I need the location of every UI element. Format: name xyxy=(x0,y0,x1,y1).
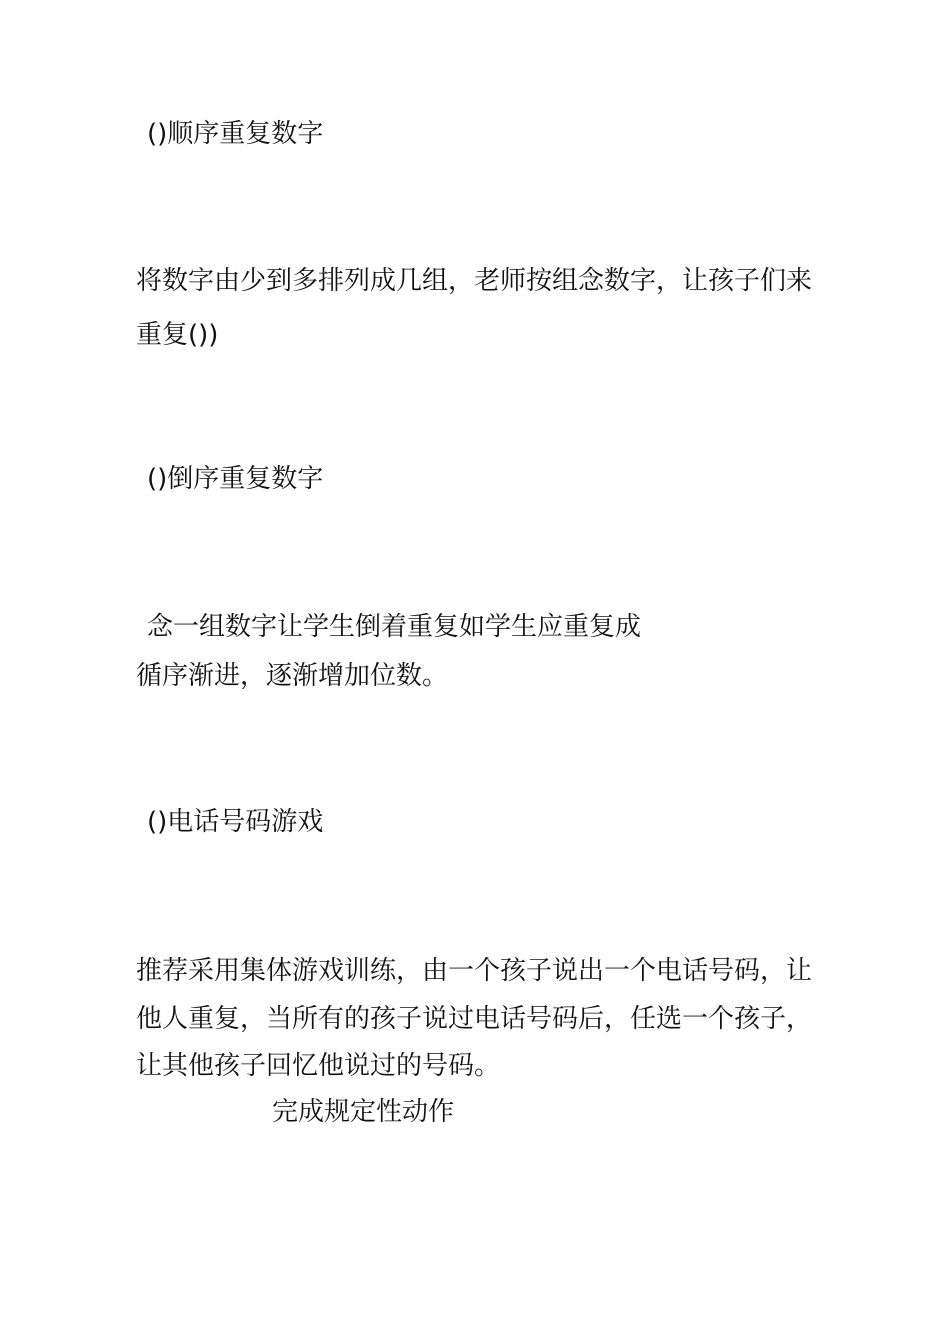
section-2-paragraph-line-2: 循序渐进，逐渐增加位数。 xyxy=(136,661,449,691)
section-3-paragraph-line-2: 他人重复，当所有的孩子说过电话号码后，任选一个孩子， xyxy=(136,1004,813,1034)
section-1-paragraph-line-1: 将数字由少到多排列成几组，老师按组念数字，让孩子们来 xyxy=(136,266,813,296)
section-1-paragraph-line-2: 重复()) xyxy=(136,320,219,350)
section-2-heading: ()倒序重复数字 xyxy=(147,464,324,494)
section-2-paragraph-line-1: 念一组数字让学生倒着重复如学生应重复成 xyxy=(147,612,642,642)
section-3-paragraph-line-1: 推荐采用集体游戏训练，由一个孩子说出一个电话号码，让 xyxy=(136,956,813,986)
section-3-paragraph-line-3: 让其他孩子回忆他说过的号码。 xyxy=(136,1051,501,1081)
section-3-heading: ()电话号码游戏 xyxy=(147,807,324,837)
footer-heading: 完成规定性动作 xyxy=(272,1097,455,1127)
section-1-heading: ()顺序重复数字 xyxy=(147,119,324,149)
